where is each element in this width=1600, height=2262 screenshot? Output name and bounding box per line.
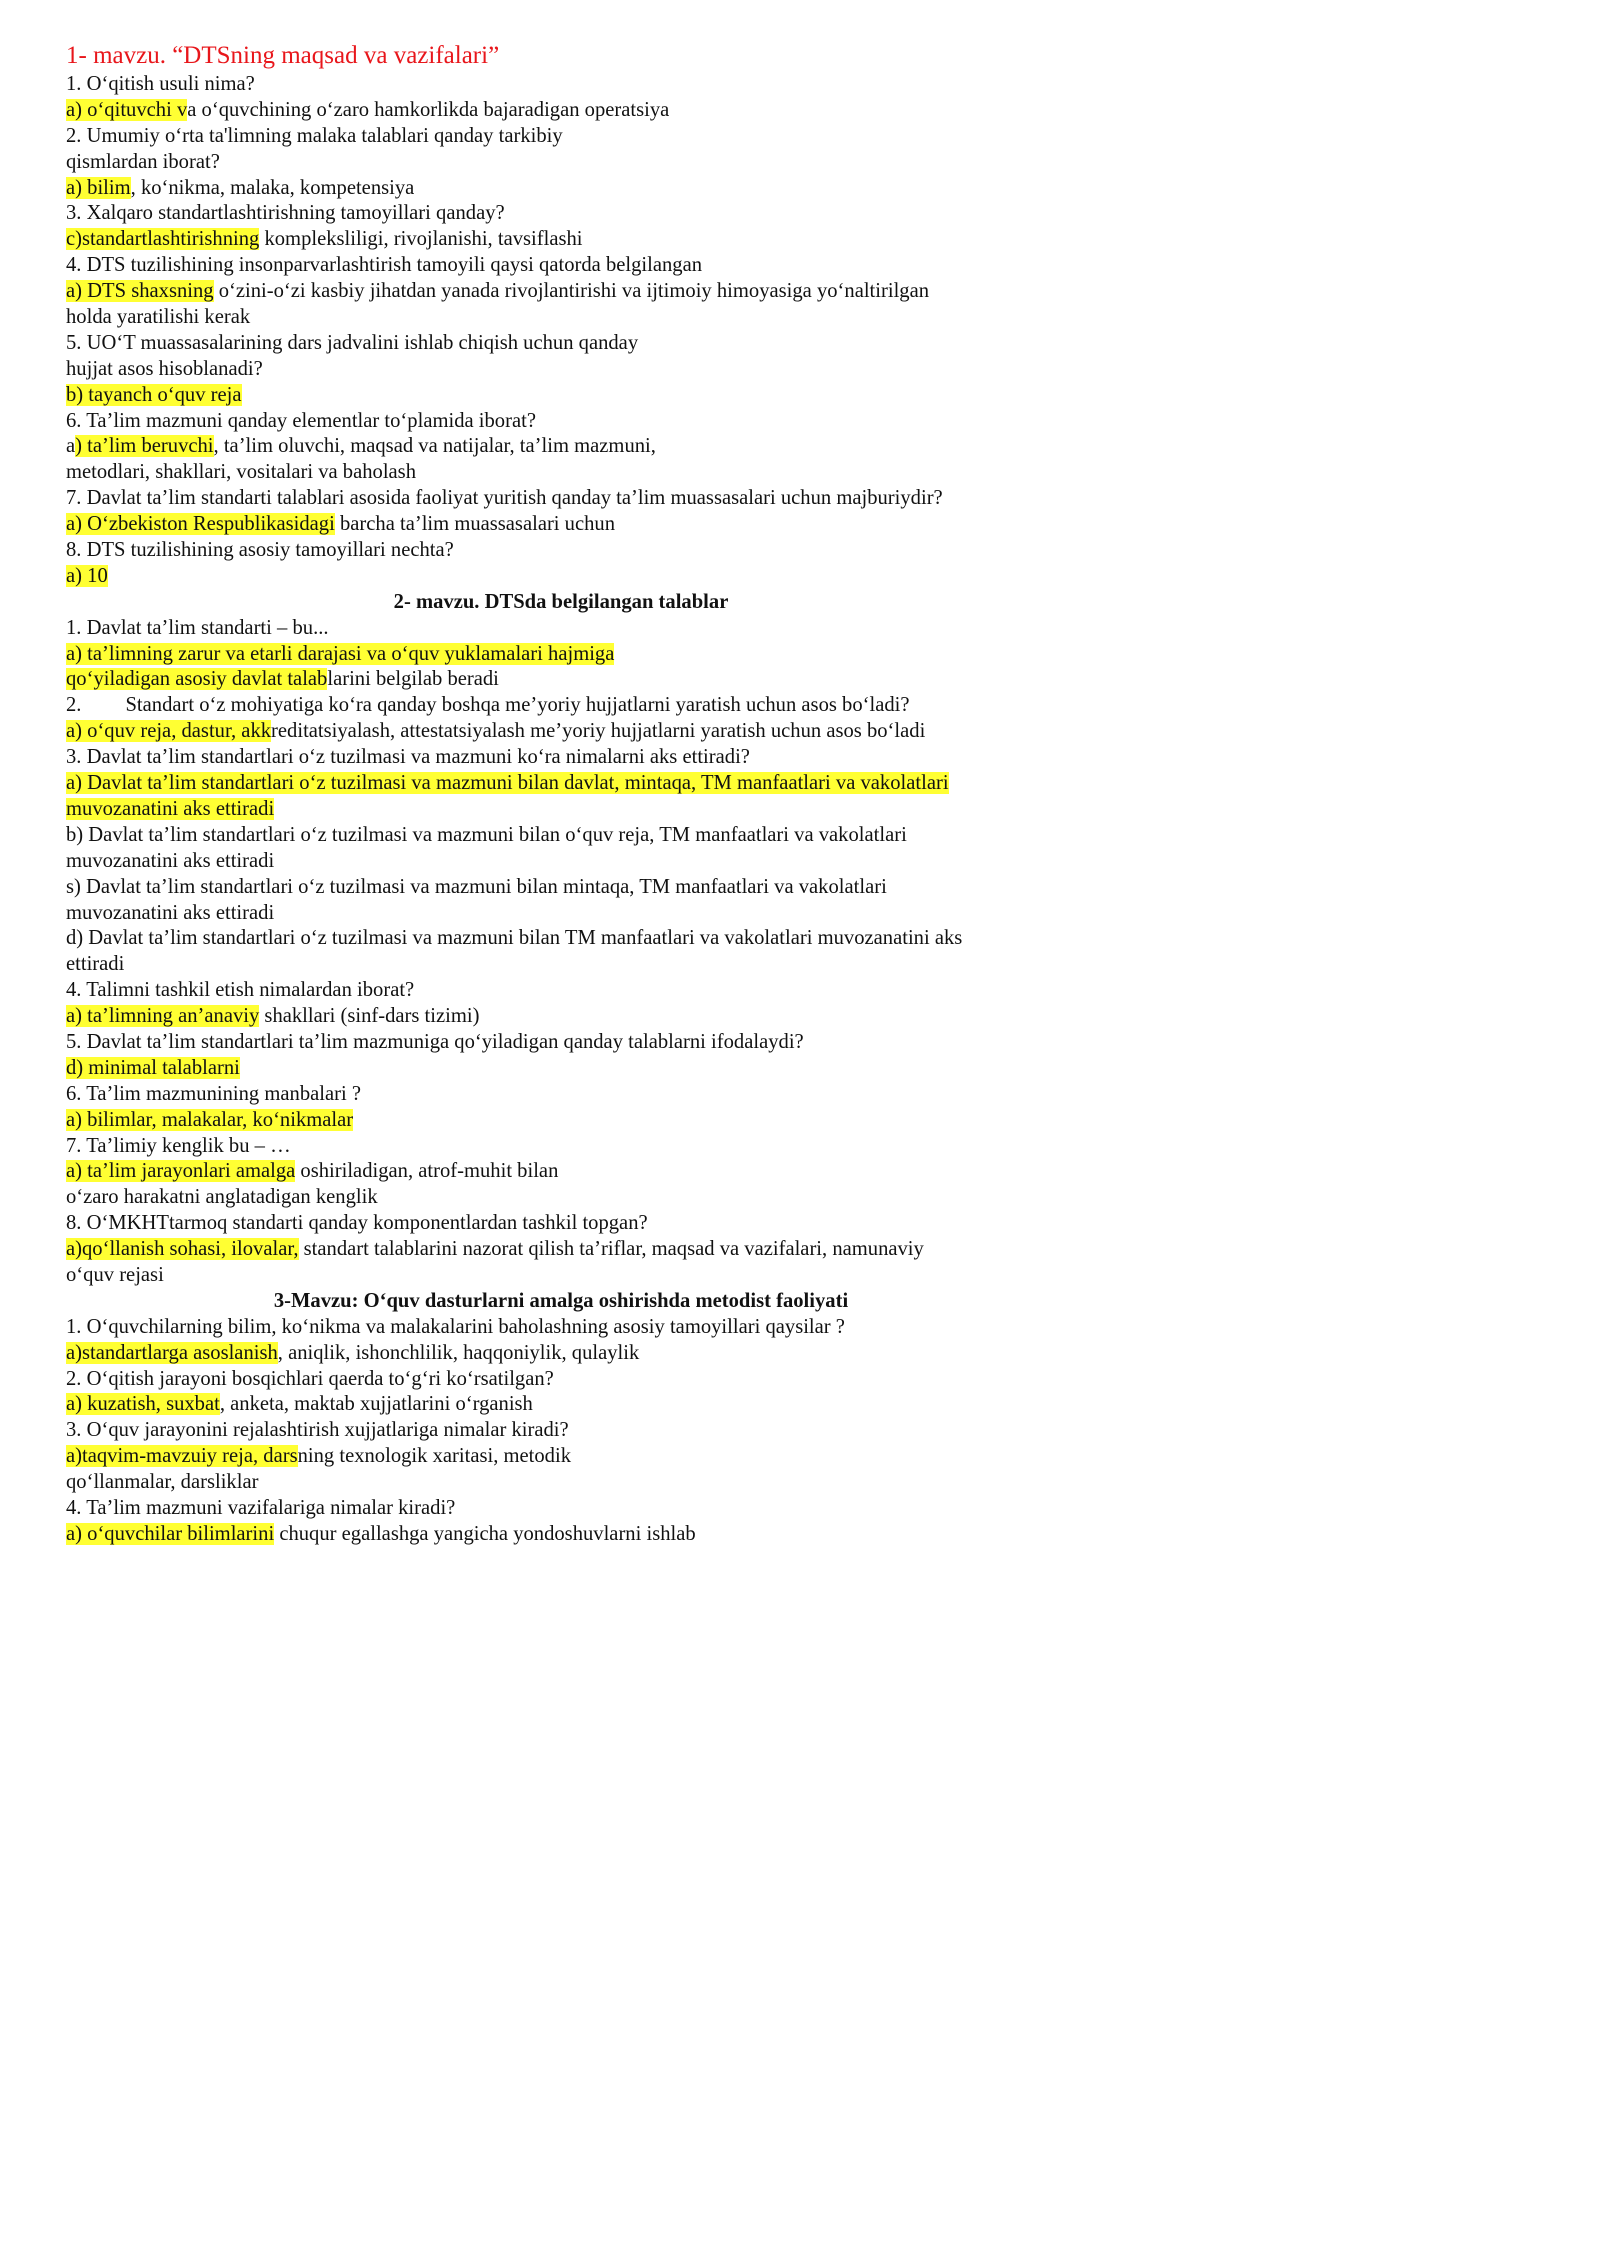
- text-span: 8. O‘MKHTtarmoq standarti qanday komponentlardan tashkil topgan?: [66, 1212, 648, 1235]
- text-span: barcha ta’lim muassasalari uchun: [334, 513, 616, 536]
- text-span: 4. Ta’lim mazmuni vazifalariga nimalar kiradi?: [66, 1496, 456, 1519]
- text-span: 1- mavzu. “DTSning maqsad va vazifalari”: [66, 42, 500, 69]
- text-span: 1. O‘quvchilarning bilim, ko‘nikma va malakalarini baholashning asosiy tamoyillari qaysilar ?: [66, 1315, 845, 1338]
- highlighted-answer: a) Davlat ta’lim standartlari o‘z tuzilmasi va mazmuni bilan davlat, mintaqa, TM manfaatlari va vakolatlari: [66, 772, 949, 795]
- text-line: [66, 1367, 1056, 1393]
- highlighted-answer: qo‘yiladigan asosiy davlat talab: [66, 668, 328, 691]
- text-line: [66, 253, 1056, 279]
- highlighted-answer: a) o‘quv reja, dastur, akk: [66, 720, 272, 743]
- highlighted-answer: b) tayanch o‘quv reja: [66, 383, 242, 406]
- text-span: muvozanatini aks ettiradi: [66, 901, 275, 924]
- text-line: [66, 486, 1056, 512]
- highlighted-answer: d) minimal talablarni: [66, 1056, 240, 1079]
- highlighted-answer: a) ta’limning an’anaviy: [66, 1005, 260, 1028]
- text-line: [66, 1004, 1056, 1030]
- text-line: [66, 616, 1056, 642]
- highlighted-answer: a) o‘qituvchi v: [66, 98, 188, 121]
- text-span: qo‘llanmalar, darsliklar: [66, 1471, 259, 1494]
- text-line: [66, 797, 1056, 823]
- text-span: holda yaratilishi kerak: [66, 306, 251, 329]
- document-title: [66, 40, 1056, 72]
- text-line: [66, 1185, 1056, 1211]
- text-line: [66, 1237, 1056, 1263]
- text-span: b) Davlat ta’lim standartlari o‘z tuzilmasi va mazmuni bilan o‘quv reja, TM manfaatlari va vakolatlari: [66, 823, 907, 846]
- text-line: [66, 124, 1056, 150]
- highlighted-answer: muvozanatini aks ettiradi: [66, 797, 275, 820]
- text-line: [66, 538, 1056, 564]
- highlighted-answer: a) o‘quvchilar bilimlarini: [66, 1522, 275, 1545]
- text-span: o‘zini-o‘zi kasbiy jihatdan yanada rivojlantirishi va ijtimoiy himoyasiga yo‘naltirilgan: [213, 280, 930, 303]
- text-line: [66, 901, 1056, 927]
- text-line: [66, 72, 1056, 98]
- text-line: [66, 1082, 1056, 1108]
- text-span: , anketa, maktab xujjatlarini o‘rganish: [219, 1393, 533, 1416]
- highlighted-answer: a)standartlarga asoslanish: [66, 1341, 278, 1364]
- text-span: d) Davlat ta’lim standartlari o‘z tuzilmasi va mazmuni bilan TM manfaatlari va vakolatlari muvozanatini aks: [66, 927, 963, 950]
- text-span: 1. O‘qitish usuli nima?: [66, 73, 255, 95]
- text-line: [66, 227, 1056, 253]
- text-line: [66, 305, 1056, 331]
- text-line: [66, 1030, 1056, 1056]
- text-line: [66, 978, 1056, 1004]
- text-span: oshiriladigan, atrof-muhit bilan: [295, 1160, 559, 1183]
- highlighted-answer: a) DTS shaxsning: [66, 280, 214, 303]
- text-line: [66, 1522, 1056, 1548]
- highlighted-answer: a) ta’lim jarayonlari amalga: [66, 1160, 296, 1183]
- text-span: 5. UO‘T muassasalarining dars jadvalini ishlab chiqish uchun qanday: [66, 331, 639, 354]
- text-span: 5. Davlat ta’lim standartlari ta’lim mazmuniga qo‘yiladigan qanday talablarni ifodalaydi?: [66, 1030, 804, 1053]
- text-span: shakllari (sinf-dars tizimi): [259, 1005, 480, 1028]
- highlighted-answer: a) O‘zbekiston Respublikasidagi: [66, 513, 335, 536]
- text-span: 8. DTS tuzilishining asosiy tamoyillari nechta?: [66, 539, 454, 562]
- text-line: [66, 952, 1056, 978]
- text-span: 6. Ta’lim mazmuni qanday elementlar to‘plamida iborat?: [66, 409, 536, 432]
- text-span: s) Davlat ta’lim standartlari o‘z tuzilmasi va mazmuni bilan mintaqa, TM manfaatlari va vakolatlari: [66, 875, 887, 898]
- text-line: [66, 642, 1056, 668]
- text-line: [66, 823, 1056, 849]
- text-span: ettiradi: [66, 953, 125, 976]
- text-span: a: [66, 435, 76, 458]
- text-line: [66, 1159, 1056, 1185]
- text-span: 6. Ta’lim mazmunining manbalari ?: [66, 1082, 361, 1105]
- highlighted-answer: a) ta’limning zarur va etarli darajasi va o‘quv yuklamalari hajmiga: [66, 642, 615, 665]
- text-span: metodlari, shakllari, vositalari va baholash: [66, 461, 416, 484]
- text-line: [66, 875, 1056, 901]
- text-line: [66, 409, 1056, 435]
- text-line: [66, 1263, 1056, 1289]
- highlighted-answer: a) bilimlar, malakalar, ko‘nikmalar: [66, 1108, 354, 1131]
- text-line: [66, 745, 1056, 771]
- text-span: qismlardan iborat?: [66, 150, 220, 173]
- text-line: [66, 1134, 1056, 1160]
- text-span: o‘zaro harakatni anglatadigan kenglik: [66, 1186, 378, 1209]
- text-span: chuqur egallashga yangicha yondoshuvlarni ishlab: [274, 1522, 696, 1545]
- section-heading: [66, 1289, 1056, 1315]
- text-span: larini belgilab beradi: [327, 668, 499, 691]
- text-line: [66, 434, 1056, 460]
- text-line: [66, 460, 1056, 486]
- text-line: [66, 98, 1056, 124]
- highlighted-answer: ) ta’lim beruvchi: [75, 435, 214, 458]
- text-line: [66, 1341, 1056, 1367]
- text-line: [66, 1444, 1056, 1470]
- text-span: , aniqlik, ishonchlilik, haqqoniylik, qulaylik: [277, 1341, 640, 1364]
- text-line: [66, 1108, 1056, 1134]
- text-span: Standart o‘z mohiyatiga ko‘ra qanday boshqa me’yoriy hujjatlarni yaratish uchun asos bo‘ladi?: [125, 694, 910, 717]
- text-span: muvozanatini aks ettiradi: [66, 849, 275, 872]
- text-line: [66, 564, 1056, 590]
- text-line: [66, 1392, 1056, 1418]
- text-span: hujjat asos hisoblanadi?: [66, 357, 263, 380]
- text-line: [66, 357, 1056, 383]
- text-line: [66, 926, 1056, 952]
- highlighted-answer: a) bilim: [66, 176, 131, 199]
- text-line: [66, 512, 1056, 538]
- text-span: ning texnologik xaritasi, metodik: [297, 1445, 571, 1468]
- text-line: [66, 201, 1056, 227]
- text-line: [66, 150, 1056, 176]
- text-span: 3-Mavzu: O‘quv dasturlarni amalga oshirishda metodist faoliyati: [273, 1289, 849, 1312]
- text-line: [66, 771, 1056, 797]
- text-span: 3. O‘quv jarayonini rejalashtirish xujjatlariga nimalar kiradi?: [66, 1419, 569, 1442]
- text-line: [66, 279, 1056, 305]
- text-span: 7. Ta’limiy kenglik bu – …: [66, 1134, 291, 1157]
- text-span: 4. Talimni tashkil etish nimalardan iborat?: [66, 979, 415, 1002]
- highlighted-answer: a)taqvim-mavzuiy reja, dars: [66, 1445, 298, 1468]
- text-span: 7. Davlat ta’lim standarti talablari asosida faoliyat yuritish qanday ta’lim muassasalari uchun majburiydir?: [66, 487, 943, 510]
- text-line: [66, 849, 1056, 875]
- text-span: reditatsiyalash, attestatsiyalash me’yoriy hujjatlarni yaratish uchun asos bo‘ladi: [271, 720, 926, 743]
- text-span: 4. DTS tuzilishining insonparvarlashtirish tamoyili qaysi qatorda belgilangan: [66, 254, 703, 277]
- text-line: [66, 693, 1056, 719]
- text-span: 2. Umumiy o‘rta ta'limning malaka talablari qanday tarkibiy: [66, 124, 563, 147]
- text-line: [66, 176, 1056, 202]
- text-span: o‘quv rejasi: [66, 1263, 164, 1286]
- text-span: , ta’lim oluvchi, maqsad va natijalar, ta’lim mazmuni,: [213, 435, 656, 458]
- text-span: , ko‘nikma, malaka, kompetensiya: [130, 176, 415, 199]
- highlighted-answer: c)standartlashtirishning: [66, 228, 260, 251]
- section-heading: [66, 590, 1056, 616]
- highlighted-answer: a) kuzatish, suxbat: [66, 1393, 220, 1416]
- text-span: 3. Xalqaro standartlashtirishning tamoyillari qanday?: [66, 202, 505, 225]
- text-line: [66, 383, 1056, 409]
- text-span: kompleksliligi, rivojlanishi, tavsiflashi: [259, 228, 583, 251]
- text-line: [66, 1496, 1056, 1522]
- text-line: [66, 719, 1056, 745]
- text-span: 2.: [66, 694, 82, 717]
- text-line: [66, 1418, 1056, 1444]
- text-span: 2- mavzu. DTSda belgilangan talablar: [393, 590, 729, 613]
- text-span: 3. Davlat ta’lim standartlari o‘z tuzilmasi va mazmuni ko‘ra nimalarni aks ettiradi?: [66, 746, 750, 769]
- text-line: [66, 1056, 1056, 1082]
- text-span: 1. Davlat ta’lim standarti – bu...: [66, 616, 329, 639]
- text-span: 2. O‘qitish jarayoni bosqichlari qaerda to‘g‘ri ko‘rsatilgan?: [66, 1367, 554, 1390]
- document-body: [66, 40, 1056, 1548]
- text-span: a o‘quvchining o‘zaro hamkorlikda bajaradigan operatsiya: [187, 98, 670, 121]
- text-line: [66, 1211, 1056, 1237]
- highlighted-answer: a)qo‘llanish sohasi, ilovalar,: [66, 1238, 299, 1261]
- text-line: [66, 331, 1056, 357]
- highlighted-answer: a) 10: [66, 564, 108, 587]
- text-line: [66, 1470, 1056, 1496]
- text-span: standart talablarini nazorat qilish ta’riflar, maqsad va vazifalari, namunaviy: [298, 1238, 924, 1261]
- text-line: [66, 1315, 1056, 1341]
- text-line: [66, 667, 1056, 693]
